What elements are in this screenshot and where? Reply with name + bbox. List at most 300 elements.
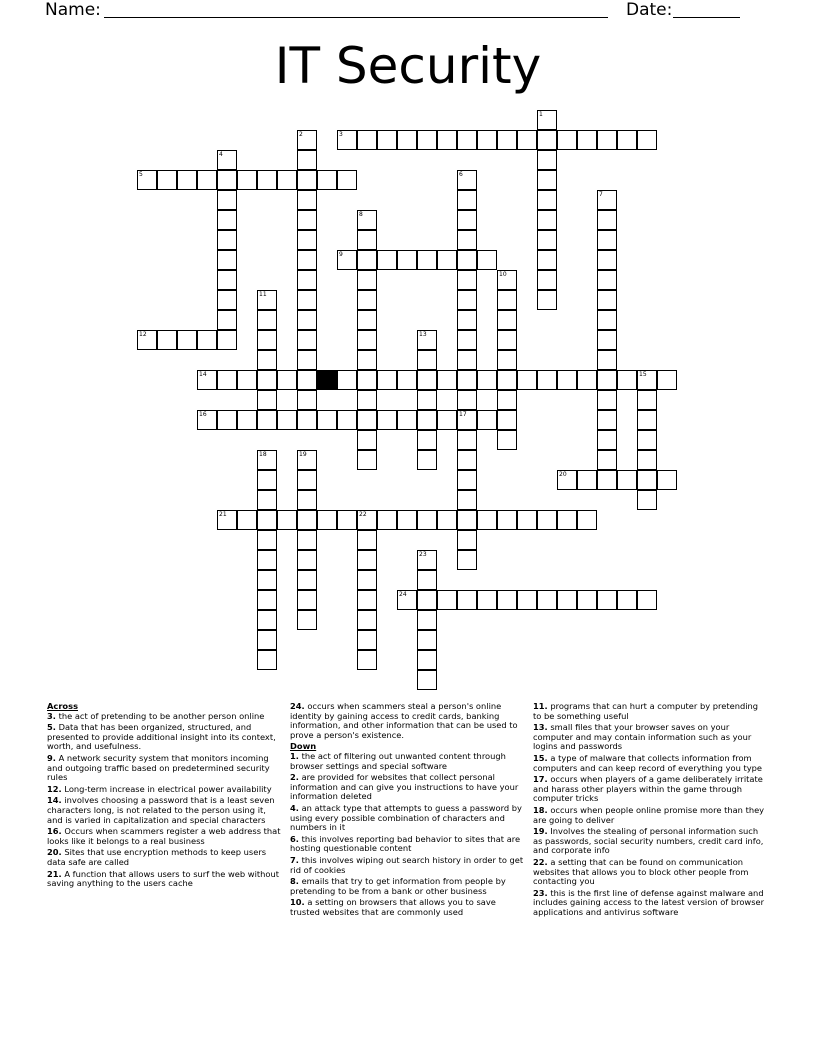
grid-cell[interactable] [417, 250, 437, 270]
grid-cell[interactable] [637, 370, 657, 390]
grid-cell[interactable] [517, 510, 537, 530]
grid-cell[interactable] [397, 510, 417, 530]
grid-cell[interactable] [597, 230, 617, 250]
grid-cell[interactable] [617, 370, 637, 390]
grid-cell[interactable] [197, 370, 217, 390]
grid-cell[interactable] [417, 350, 437, 370]
across-clue [47, 723, 283, 752]
grid-cell[interactable] [597, 190, 617, 210]
grid-cell[interactable] [637, 590, 657, 610]
clue-number: 19. [533, 826, 548, 837]
cell-number: 9 [339, 251, 343, 258]
grid-cell[interactable] [257, 450, 277, 470]
grid-cell[interactable] [217, 510, 237, 530]
clue-text: Involves the stealing of personal information such as passwords, social security numbers, credit card info, and corporate info [533, 826, 764, 856]
grid-cell[interactable] [497, 270, 517, 290]
grid-cell[interactable] [477, 130, 497, 150]
grid-cell[interactable] [317, 410, 337, 430]
grid-cell[interactable] [597, 590, 617, 610]
grid-cell[interactable] [217, 410, 237, 430]
grid-cell[interactable] [337, 130, 357, 150]
grid-cell[interactable] [237, 510, 257, 530]
clue-number: 4. [290, 802, 299, 813]
grid-cell[interactable] [257, 490, 277, 510]
grid-cell[interactable] [457, 590, 477, 610]
grid-cell[interactable] [557, 470, 577, 490]
grid-cell[interactable] [457, 330, 477, 350]
grid-cell[interactable] [357, 530, 377, 550]
cell-number: 2 [299, 131, 303, 138]
grid-cell[interactable] [217, 170, 237, 190]
grid-cell[interactable] [577, 130, 597, 150]
grid-cell[interactable] [457, 250, 477, 270]
grid-cell[interactable] [217, 230, 237, 250]
grid-cell[interactable] [297, 190, 317, 210]
grid-cell[interactable] [357, 290, 377, 310]
grid-cell[interactable] [297, 330, 317, 350]
clue-text: this involves wiping out search history in order to get rid of cookies [290, 854, 524, 875]
clue-number: 24. [290, 701, 305, 711]
grid-cell[interactable] [217, 290, 237, 310]
grid-cell[interactable] [257, 650, 277, 670]
grid-cell[interactable] [557, 370, 577, 390]
grid-cell[interactable] [637, 410, 657, 430]
grid-cell[interactable] [597, 470, 617, 490]
grid-cell[interactable] [537, 510, 557, 530]
grid-cell[interactable] [217, 310, 237, 330]
clue-number: 14. [47, 795, 62, 806]
grid-cell[interactable] [497, 130, 517, 150]
grid-cell[interactable] [417, 630, 437, 650]
clue-text: are provided for websites that collect personal information and can give you instructions to have your information deleted [290, 772, 519, 802]
grid-cell[interactable] [297, 470, 317, 490]
grid-cell[interactable] [357, 410, 377, 430]
down-clue [533, 723, 769, 752]
clue-number: 8. [290, 876, 299, 887]
grid-cell[interactable] [477, 590, 497, 610]
grid-cell[interactable] [477, 370, 497, 390]
clue-number: 16. [47, 826, 62, 837]
down-clue [290, 804, 526, 833]
cell-number: 21 [219, 511, 227, 518]
grid-cell[interactable] [417, 650, 437, 670]
grid-cell[interactable] [497, 290, 517, 310]
grid-cell[interactable] [357, 630, 377, 650]
cell-number: 16 [199, 411, 207, 418]
grid-cell[interactable] [197, 330, 217, 350]
cell-number: 5 [139, 171, 143, 178]
grid-cell[interactable] [357, 450, 377, 470]
grid-cell[interactable] [457, 550, 477, 570]
grid-cell[interactable] [357, 510, 377, 530]
grid-cell[interactable] [437, 590, 457, 610]
grid-cell[interactable] [457, 390, 477, 410]
grid-cell[interactable] [457, 530, 477, 550]
grid-cell[interactable] [357, 370, 377, 390]
grid-cell[interactable] [497, 310, 517, 330]
grid-cell[interactable] [417, 370, 437, 390]
clue-number: 1. [290, 750, 299, 761]
grid-cell[interactable] [257, 590, 277, 610]
grid-cell[interactable] [557, 510, 577, 530]
grid-cell[interactable] [457, 510, 477, 530]
grid-cell[interactable] [257, 470, 277, 490]
grid-cell[interactable] [617, 130, 637, 150]
across-clue [47, 870, 283, 889]
grid-cell[interactable] [457, 230, 477, 250]
grid-cell[interactable] [437, 250, 457, 270]
clue-text: the act of pretending to be another person online [58, 710, 265, 721]
grid-cell[interactable] [497, 390, 517, 410]
grid-cell[interactable] [237, 410, 257, 430]
grid-cell[interactable] [657, 470, 677, 490]
grid-cell[interactable] [637, 130, 657, 150]
down-clue [533, 827, 769, 856]
grid-cell[interactable] [517, 130, 537, 150]
grid-cell[interactable] [557, 590, 577, 610]
grid-cell[interactable] [257, 370, 277, 390]
grid-cell[interactable] [537, 130, 557, 150]
grid-cell[interactable] [457, 170, 477, 190]
clue-number: 9. [47, 752, 56, 763]
grid-cell[interactable] [537, 190, 557, 210]
across-clue [47, 785, 283, 795]
grid-cell[interactable] [297, 410, 317, 430]
clue-number: 23. [533, 887, 548, 898]
grid-cell[interactable] [417, 670, 437, 690]
grid-cell[interactable] [257, 170, 277, 190]
cell-number: 23 [419, 551, 427, 558]
grid-cell[interactable] [637, 470, 657, 490]
grid-cell[interactable] [257, 550, 277, 570]
grid-cell[interactable] [577, 370, 597, 390]
grid-cell[interactable] [257, 410, 277, 430]
grid-cell[interactable] [457, 370, 477, 390]
grid-cell[interactable] [217, 370, 237, 390]
clue-number: 17. [533, 774, 548, 785]
grid-cell[interactable] [357, 210, 377, 230]
down-clue [290, 856, 526, 875]
grid-cell[interactable] [457, 190, 477, 210]
grid-cell[interactable] [357, 130, 377, 150]
grid-cell[interactable] [597, 250, 617, 270]
grid-cell[interactable] [637, 430, 657, 450]
grid-cell[interactable] [297, 590, 317, 610]
cell-number: 24 [399, 591, 407, 598]
grid-cell[interactable] [597, 410, 617, 430]
grid-cell[interactable] [597, 430, 617, 450]
grid-cell[interactable] [457, 470, 477, 490]
grid-cell[interactable] [357, 330, 377, 350]
grid-cell[interactable] [177, 170, 197, 190]
grid-cell[interactable] [357, 570, 377, 590]
grid-cell[interactable] [297, 610, 317, 630]
grid-cell[interactable] [297, 130, 317, 150]
grid-cell[interactable] [457, 410, 477, 430]
grid-cell[interactable] [357, 230, 377, 250]
grid-cell[interactable] [457, 130, 477, 150]
grid-cell[interactable] [417, 410, 437, 430]
grid-cell[interactable] [297, 370, 317, 390]
grid-cell[interactable] [537, 210, 557, 230]
grid-cell[interactable] [297, 350, 317, 370]
grid-cell[interactable] [377, 250, 397, 270]
grid-cell[interactable] [497, 350, 517, 370]
grid-cell[interactable] [197, 410, 217, 430]
grid-cell[interactable] [217, 270, 237, 290]
grid-cell[interactable] [217, 210, 237, 230]
clue-number: 3. [47, 710, 56, 721]
grid-cell[interactable] [297, 490, 317, 510]
cell-number: 18 [259, 451, 267, 458]
clue-number: 18. [533, 804, 548, 815]
grid-cell[interactable] [637, 390, 657, 410]
grid-cell[interactable] [597, 270, 617, 290]
grid-cell[interactable] [297, 210, 317, 230]
grid-cell[interactable] [617, 590, 637, 610]
across-clue [47, 848, 283, 867]
grid-cell[interactable] [577, 510, 597, 530]
cell-number: 6 [459, 171, 463, 178]
grid-cell[interactable] [357, 430, 377, 450]
clue-column-1 [47, 702, 283, 891]
grid-cell[interactable] [297, 450, 317, 470]
grid-cell[interactable] [237, 370, 257, 390]
grid-cell[interactable] [317, 170, 337, 190]
grid-cell[interactable] [597, 130, 617, 150]
clue-number: 12. [47, 783, 62, 794]
down-clue [533, 858, 769, 887]
grid-cell[interactable] [537, 370, 557, 390]
grid-cell[interactable] [377, 410, 397, 430]
grid-cell[interactable] [617, 470, 637, 490]
grid-cell[interactable] [637, 490, 657, 510]
grid-cell[interactable] [537, 230, 557, 250]
cell-number: 7 [599, 191, 603, 198]
grid-cell[interactable] [277, 370, 297, 390]
name-label: Name: [45, 0, 101, 20]
grid-cell[interactable] [577, 470, 597, 490]
grid-cell[interactable] [277, 510, 297, 530]
down-clue [533, 775, 769, 804]
grid-cell[interactable] [357, 250, 377, 270]
grid-cell[interactable] [437, 370, 457, 390]
grid-cell[interactable] [517, 370, 537, 390]
grid-cell[interactable] [257, 290, 277, 310]
grid-cell[interactable] [297, 530, 317, 550]
grid-cell[interactable] [297, 230, 317, 250]
grid-cell[interactable] [397, 130, 417, 150]
grid-cell[interactable] [257, 330, 277, 350]
grid-cell[interactable] [597, 310, 617, 330]
clue-number: 5. [47, 722, 56, 733]
grid-cell[interactable] [337, 250, 357, 270]
across-clue [47, 827, 283, 846]
grid-cell[interactable] [337, 510, 357, 530]
grid-cell[interactable] [357, 650, 377, 670]
clue-column-3 [533, 702, 769, 919]
grid-cell[interactable] [417, 570, 437, 590]
grid-cell[interactable] [537, 590, 557, 610]
grid-cell[interactable] [597, 350, 617, 370]
grid-cell[interactable] [297, 290, 317, 310]
grid-cell[interactable] [417, 610, 437, 630]
grid-cell[interactable] [277, 170, 297, 190]
clue-text: occurs when players of a game deliberately irritate and harass other players within the game through computer tricks [533, 774, 763, 804]
grid-cell[interactable] [477, 410, 497, 430]
grid-cell[interactable] [277, 410, 297, 430]
grid-cell[interactable] [597, 290, 617, 310]
grid-cell[interactable] [537, 170, 557, 190]
grid-cell[interactable] [497, 510, 517, 530]
grid-cell[interactable] [377, 510, 397, 530]
grid-cell[interactable] [597, 390, 617, 410]
cell-number: 10 [499, 271, 507, 278]
grid-cell[interactable] [417, 450, 437, 470]
grid-cell[interactable] [157, 330, 177, 350]
clue-number: 20. [47, 847, 62, 858]
grid-cell[interactable] [257, 630, 277, 650]
clue-number: 7. [290, 854, 299, 865]
cell-number: 19 [299, 451, 307, 458]
grid-cell[interactable] [497, 430, 517, 450]
grid-cell[interactable] [497, 410, 517, 430]
clue-number: 15. [533, 752, 548, 763]
clue-text: a type of malware that collects information from computers and can keep record of everything you type [533, 752, 762, 773]
grid-cell[interactable] [257, 530, 277, 550]
grid-cell[interactable] [217, 150, 237, 170]
grid-cell[interactable] [377, 130, 397, 150]
grid-cell[interactable] [137, 170, 157, 190]
grid-cell[interactable] [357, 350, 377, 370]
grid-cell[interactable] [357, 610, 377, 630]
grid-cell[interactable] [397, 410, 417, 430]
grid-cell[interactable] [417, 330, 437, 350]
grid-cell[interactable] [477, 510, 497, 530]
grid-cell[interactable] [417, 130, 437, 150]
grid-cell[interactable] [297, 170, 317, 190]
grid-cell[interactable] [357, 270, 377, 290]
grid-cell[interactable] [257, 310, 277, 330]
down-clue [533, 702, 769, 721]
grid-cell[interactable] [637, 450, 657, 470]
grid-cell[interactable] [257, 510, 277, 530]
grid-cell[interactable] [297, 150, 317, 170]
grid-cell[interactable] [457, 290, 477, 310]
down-clue [533, 806, 769, 825]
grid-cell[interactable] [417, 510, 437, 530]
grid-cell[interactable] [157, 170, 177, 190]
grid-cell[interactable] [197, 170, 217, 190]
grid-cell[interactable] [597, 370, 617, 390]
grid-cell[interactable] [417, 590, 437, 610]
grid-cell[interactable] [597, 210, 617, 230]
grid-cell[interactable] [417, 550, 437, 570]
grid-cell[interactable] [437, 130, 457, 150]
grid-cell[interactable] [357, 310, 377, 330]
grid-cell[interactable] [577, 590, 597, 610]
grid-cell[interactable] [297, 570, 317, 590]
grid-cell[interactable] [257, 570, 277, 590]
grid-cell[interactable] [297, 390, 317, 410]
grid-cell[interactable] [337, 170, 357, 190]
grid-cell[interactable] [597, 450, 617, 470]
grid-cell[interactable] [537, 150, 557, 170]
grid-cell[interactable] [457, 430, 477, 450]
grid-cell[interactable] [457, 350, 477, 370]
grid-cell[interactable] [417, 390, 437, 410]
grid-cell[interactable] [457, 210, 477, 230]
down-clue [290, 752, 526, 771]
grid-cell[interactable] [297, 250, 317, 270]
grid-cell[interactable] [337, 410, 357, 430]
black-cell [317, 370, 337, 390]
clue-number: 10. [290, 897, 305, 908]
grid-cell[interactable] [657, 370, 677, 390]
grid-cell[interactable] [517, 590, 537, 610]
grid-cell[interactable] [257, 610, 277, 630]
grid-cell[interactable] [537, 250, 557, 270]
grid-cell[interactable] [357, 390, 377, 410]
clue-text: involves choosing a password that is a least seven characters long, is not related to the person using it, and is varied in capitalization and special characters [47, 795, 275, 825]
grid-cell[interactable] [477, 250, 497, 270]
grid-cell[interactable] [497, 370, 517, 390]
grid-cell[interactable] [557, 130, 577, 150]
grid-cell[interactable] [217, 190, 237, 210]
grid-cell[interactable] [537, 290, 557, 310]
grid-cell[interactable] [397, 250, 417, 270]
grid-cell[interactable] [357, 550, 377, 570]
grid-cell[interactable] [337, 370, 357, 390]
grid-cell[interactable] [417, 430, 437, 450]
grid-cell[interactable] [217, 250, 237, 270]
down-clue [533, 889, 769, 918]
grid-cell[interactable] [377, 370, 397, 390]
grid-cell[interactable] [297, 550, 317, 570]
grid-cell[interactable] [537, 110, 557, 130]
grid-cell[interactable] [137, 330, 157, 350]
grid-cell[interactable] [177, 330, 197, 350]
clue-number: 2. [290, 772, 299, 783]
grid-cell[interactable] [437, 410, 457, 430]
grid-cell[interactable] [437, 510, 457, 530]
grid-cell[interactable] [497, 330, 517, 350]
grid-cell[interactable] [397, 370, 417, 390]
grid-cell[interactable] [357, 590, 377, 610]
clue-text: A function that allows users to surf the web without saving anything to the users cache [47, 868, 280, 889]
grid-cell[interactable] [457, 490, 477, 510]
grid-cell[interactable] [237, 170, 257, 190]
clue-text: small files that your browser saves on your computer and may contain information such as your logins and passwords [533, 722, 752, 752]
cell-number: 17 [459, 411, 467, 418]
grid-cell[interactable] [457, 450, 477, 470]
grid-cell[interactable] [317, 510, 337, 530]
grid-cell[interactable] [457, 270, 477, 290]
grid-cell[interactable] [537, 270, 557, 290]
grid-cell[interactable] [397, 590, 417, 610]
grid-cell[interactable] [497, 590, 517, 610]
grid-cell[interactable] [297, 510, 317, 530]
grid-cell[interactable] [297, 310, 317, 330]
clue-column-2 [290, 702, 526, 919]
grid-cell[interactable] [457, 310, 477, 330]
grid-cell[interactable] [257, 390, 277, 410]
grid-cell[interactable] [217, 330, 237, 350]
grid-cell[interactable] [297, 270, 317, 290]
clue-text: A network security system that monitors incoming and outgoing traffic based on predetermined security rules [47, 752, 270, 783]
grid-cell[interactable] [257, 350, 277, 370]
grid-cell[interactable] [597, 330, 617, 350]
